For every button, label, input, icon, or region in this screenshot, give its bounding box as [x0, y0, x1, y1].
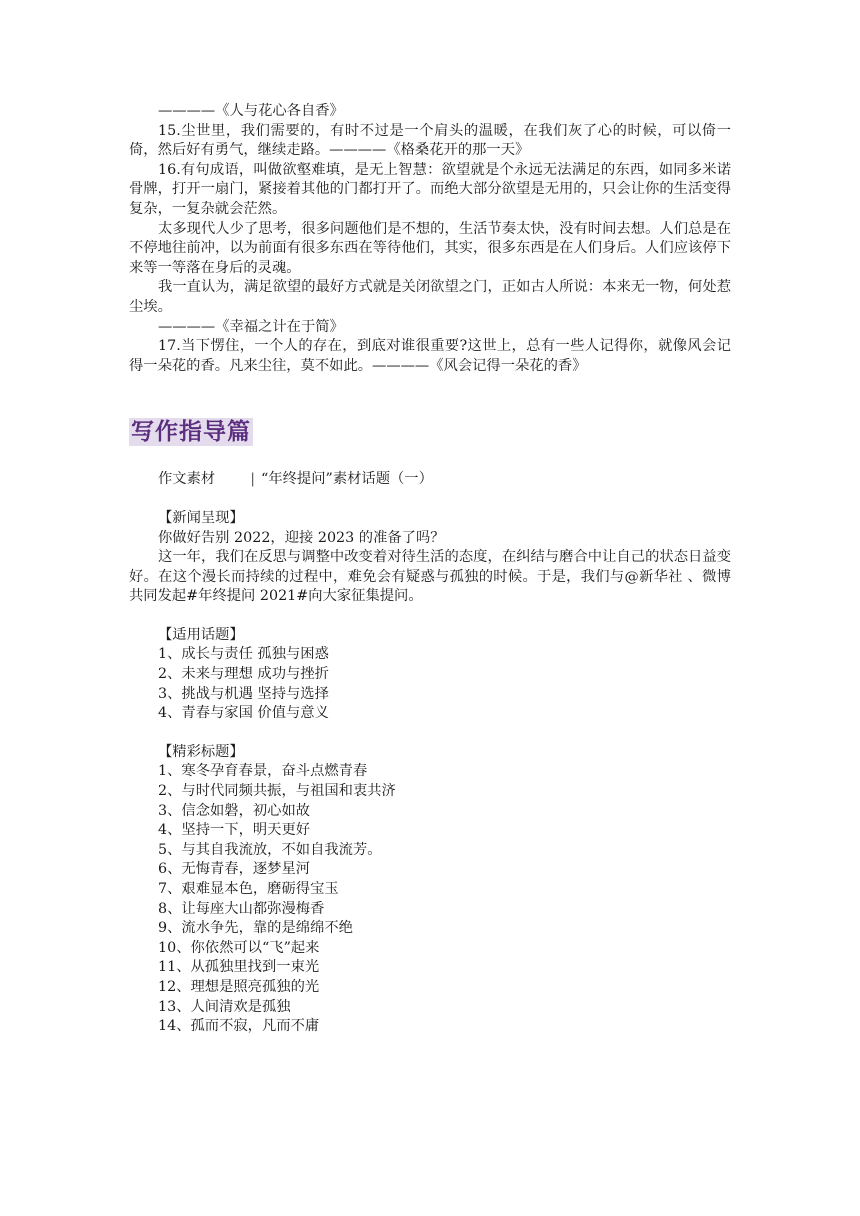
subtitle-topic: “年终提问”素材话题（一） — [261, 471, 433, 488]
subtitle-separator: | — [250, 471, 256, 488]
quote-source-line: ————《幸福之计在于简》 — [158, 318, 344, 335]
section-subtitle — [129, 470, 731, 490]
paragraph-15: 15.尘世里，我们需要的，有时不过是一个肩头的温暖，在我们灰了心的时候，可以倚一倚，然后好有勇气，继续走路。————《格桑花开的那一天》 — [129, 122, 731, 159]
list-item: 14、孤而不寂，凡而不庸 — [158, 1018, 320, 1035]
list-item: 4、青春与家国 价值与意义 — [158, 705, 329, 722]
list-item: 7、艰难显本色，磨砺得宝玉 — [158, 881, 339, 897]
subtitle-category: 作文素材 — [158, 471, 216, 488]
news-body: 这一年，我们在反思与调整中改变着对待生活的态度，在纠结与磨合中让自己的状态日益变好。在这个漫长而持续的过程中，难免会有疑惑与孤独的时候。于是，我们与@新华社 、微博共同发起#年终提问 2021#向大家征集提问。 — [129, 549, 731, 605]
news-heading: 【新闻呈现】 — [158, 509, 244, 526]
topics-list — [129, 645, 731, 723]
paragraph-16: 16.有句成语，叫做欲壑难填，是无上智慧：欲望就是个永远无法满足的东西，如同多米诺骨牌，打开一扇门，紧接着其他的门都打开了。而绝大部分欲望是无用的，只会让你的生活变得复杂，一复杂就会茫然。 — [129, 161, 731, 217]
list-item: 13、人间清欢是孤独 — [158, 998, 291, 1015]
list-item: 12、理想是照亮孤独的光 — [158, 978, 320, 995]
list-item: 3、挑战与机遇 坚持与选择 — [158, 685, 329, 702]
list-item: 10、你依然可以“飞”起来 — [158, 939, 320, 956]
list-item: 5、与其自我流放，不如自我流芳。 — [158, 841, 382, 858]
titles-heading: 【精彩标题】 — [158, 743, 244, 760]
paragraph-desire: 我一直认为，满足欲望的最好方式就是关闭欲望之门，正如古人所说：本来无一物，何处惹尘埃。 — [129, 279, 731, 315]
news-question: 你做好告别 2022，迎接 2023 的准备了吗？ — [158, 529, 445, 546]
list-item: 1、寒冬孕育春景，奋斗点燃青春 — [158, 763, 368, 780]
list-item: 2、未来与理想 成功与挫折 — [158, 666, 329, 683]
list-item: 6、无悔青春，逐梦星河 — [158, 861, 311, 878]
list-item: 8、让每座大山都弥漫梅香 — [158, 900, 325, 917]
topics-heading: 【适用话题】 — [158, 626, 244, 643]
section-title: 写作指导篇 — [131, 419, 251, 446]
titles-list — [129, 762, 731, 1036]
list-item: 1、成长与责任 孤独与困惑 — [158, 646, 329, 663]
list-item: 11、从孤独里找到一束光 — [158, 959, 320, 976]
list-item: 3、信念如磐，初心如故 — [158, 802, 311, 819]
list-item: 9、流水争先，靠的是绵绵不绝 — [158, 920, 353, 937]
paragraph-modern-people: 太多现代人少了思考，很多问题他们是不想的，生活节奏太快，没有时间去想。人们总是在不停地往前冲，以为前面有很多东西在等待他们，其实，很多东西是在人们身后。人们应该停下来等一等落在身后的灵魂。 — [129, 220, 731, 276]
paragraph-17: 17.当下愣住，一个人的存在，到底对谁很重要?这世上，总有一些人记得你，就像风会记得一朵花的香。凡来尘往，莫不如此。————《风会记得一朵花的香》 — [129, 338, 731, 374]
list-item: 4、坚持一下，明天更好 — [158, 822, 311, 839]
quote-source-line: ————《人与花心各自香》 — [158, 103, 344, 119]
list-item: 2、与时代同频共振，与祖国和衷共济 — [158, 783, 396, 800]
document-page — [129, 102, 731, 1037]
